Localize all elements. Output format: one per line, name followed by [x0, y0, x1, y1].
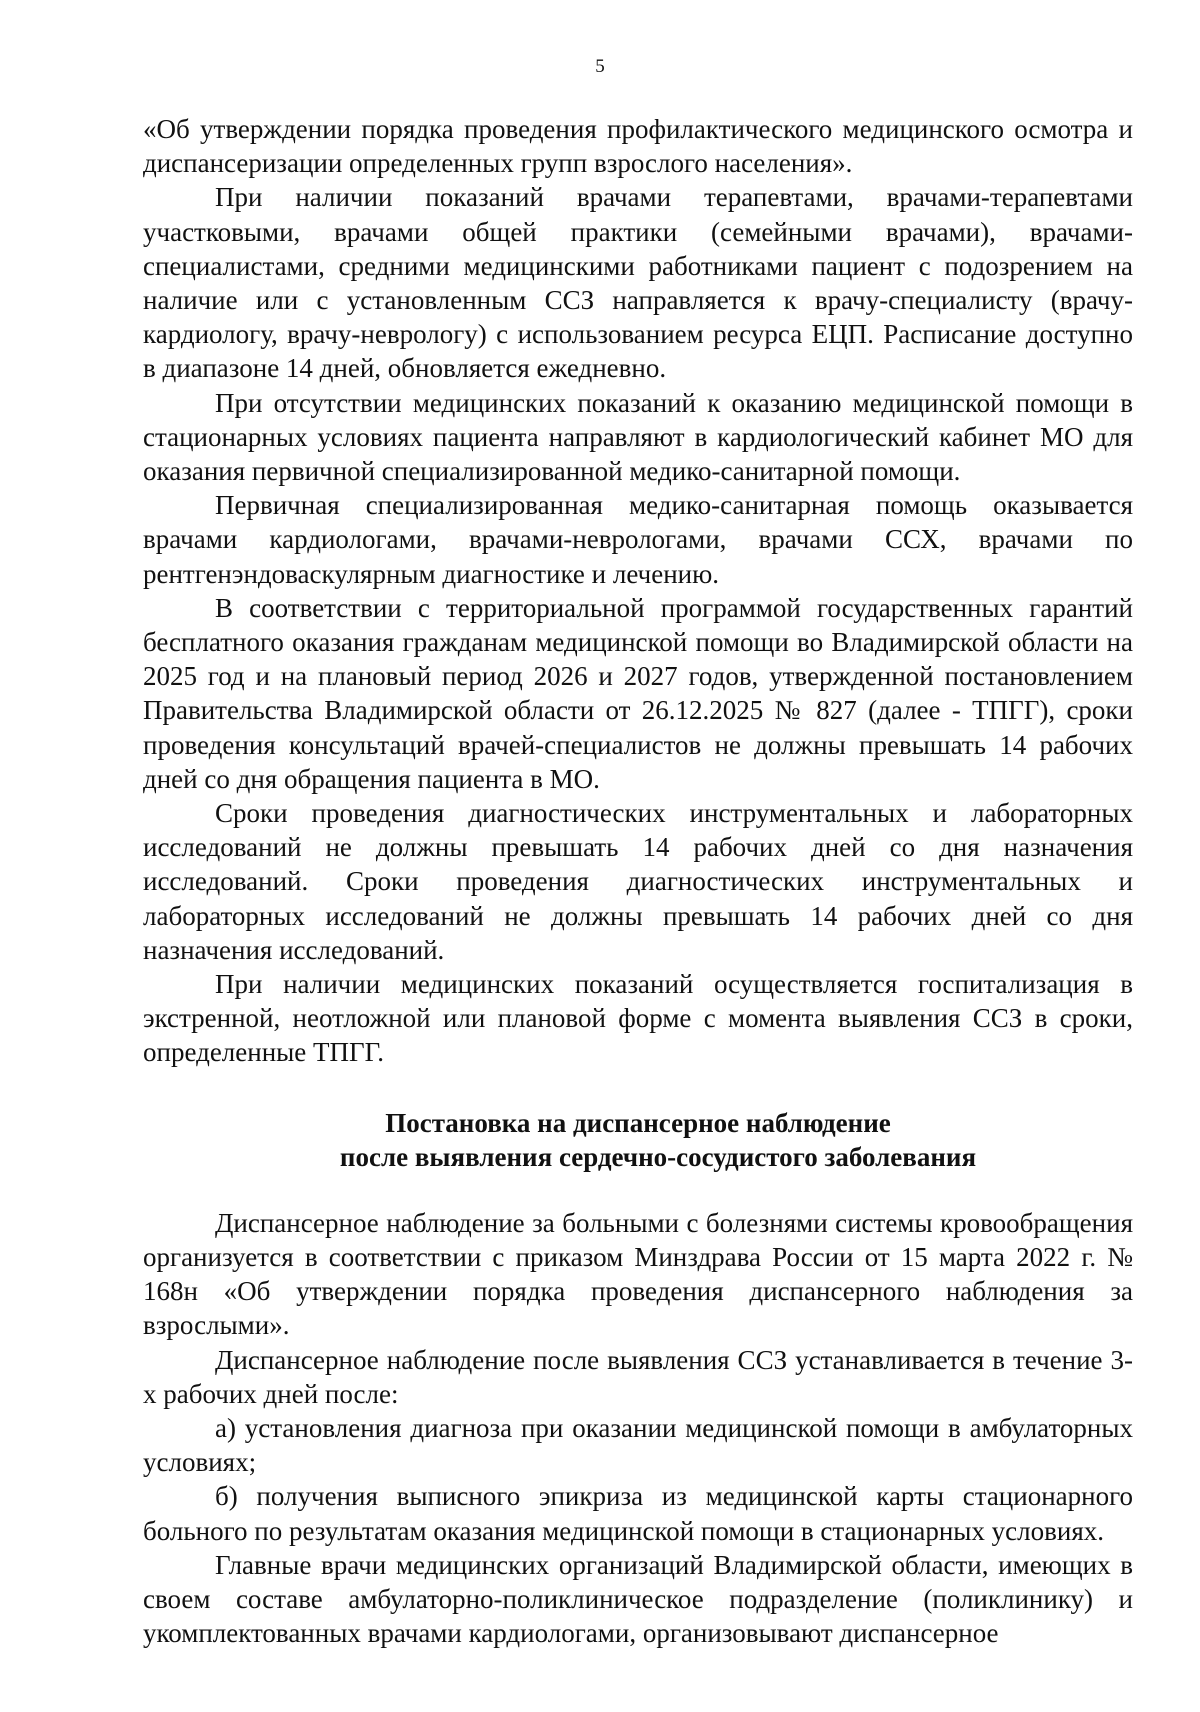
- paragraph: Первичная специализированная медико-санитарная помощь оказывается врачами кардиологами, врачами-неврологами, врачами ССХ, врачами по рентгенэндоваскулярным диагностике и лечению.: [143, 490, 1133, 589]
- paragraph: При отсутствии медицинских показаний к оказанию медицинской помощи в стационарных условиях пациента направляют в кардиологический кабинет МО для оказания первичной специализированной медико-санитарной помощи.: [143, 387, 1133, 487]
- list-item-a: а) установления диагноза при оказании медицинской помощи в амбулаторных условиях;: [143, 1412, 1133, 1478]
- paragraph: Диспансерное наблюдение после выявления ССЗ устанавливается в течение 3-х рабочих дней после:: [143, 1344, 1133, 1409]
- paragraph: При наличии медицинских показаний осуществляется госпитализация в экстренной, неотложной или плановой форме с момента выявления ССЗ в сроки, определенные ТПГГ.: [143, 969, 1133, 1068]
- paragraph: Главные врачи медицинских организаций Владимирской области, имеющих в своем составе амбулаторно-поликлиническое подразделение (поликлинику) и укомплектованных врачами кардиологами, организовывают диспансерное: [143, 1549, 1133, 1649]
- section-heading-line-1: Постановка на диспансерное наблюдение: [385, 1107, 891, 1138]
- document-body: [143, 112, 1133, 1650]
- section-heading-line-2: после выявления сердечно-сосудистого заболевания: [339, 1141, 977, 1172]
- section-heading: [143, 1106, 1133, 1174]
- paragraph: В соответствии с территориальной программой государственных гарантий бесплатного оказания гражданам медицинской помощи во Владимирской области на 2025 год и на плановый период 2026 и 2027 годов, утвержденной постановлением Правительства Владимирской области от 26.12.2025 № 827 (далее - ТПГГ), сроки проведения консультаций врачей-специалистов не должны превышать 14 рабочих дней со дня обращения пациента в МО.: [143, 592, 1133, 794]
- paragraph: При наличии показаний врачами терапевтами, врачами-терапевтами участковыми, врачами общей практики (семейными врачами), врачами-специалистами, средними медицинскими работниками пациент с подозрением на наличие или с установленным ССЗ направляется к врачу-специалисту (врачу-кардиологу, врачу-неврологу) с использованием ресурса ЕЦП. Расписание доступно в диапазоне 14 дней, обновляется ежедневно.: [143, 182, 1133, 384]
- list-item-b: б) получения выписного эпикриза из медицинской карты стационарного больного по результатам оказания медицинской помощи в стационарных условиях.: [143, 1481, 1133, 1546]
- paragraph: «Об утверждении порядка проведения профилактического медицинского осмотра и диспансеризации определенных групп взрослого населения».: [143, 114, 1133, 179]
- paragraph: Диспансерное наблюдение за больными с болезнями системы кровообращения организуется в соответствии с приказом Минздрава России от 15 марта 2022 г. № 168н «Об утверждении порядка проведения диспансерного наблюдения за взрослыми».: [143, 1207, 1133, 1341]
- page-number: 5: [595, 56, 605, 77]
- paragraph: Сроки проведения диагностических инструментальных и лабораторных исследований не должны превышать 14 рабочих дней со дня назначения исследований. Сроки проведения диагностических инструментальных и лабораторных исследований не должны превышать 14 рабочих дней со дня назначения исследований.: [143, 798, 1133, 965]
